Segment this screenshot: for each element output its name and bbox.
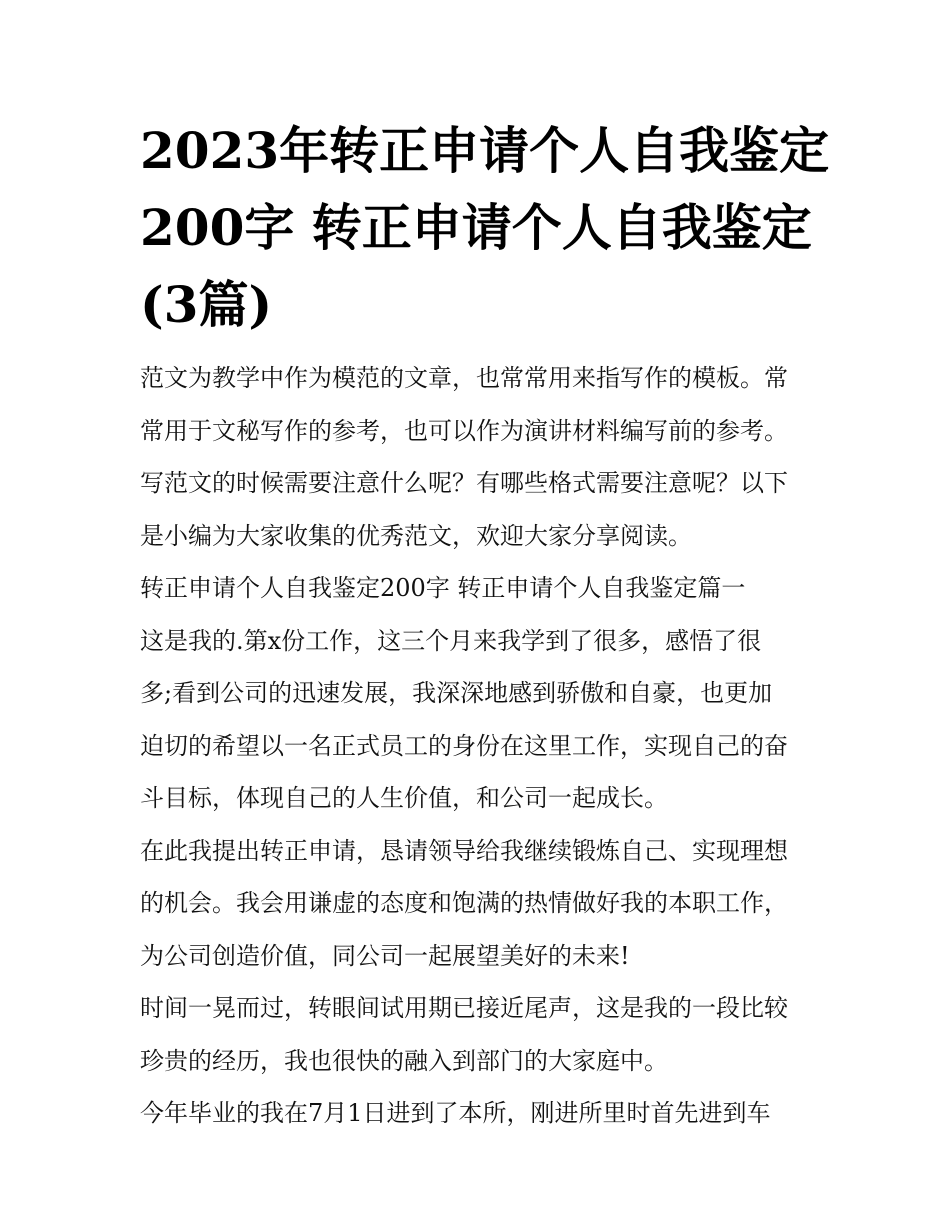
body-line: 时间一晃而过，转眼间试用期已接近尾声，这是我的一段比较 bbox=[140, 994, 788, 1022]
body-line: 为公司创造价值，同公司一起展望美好的未来! bbox=[140, 941, 630, 970]
body-line: 这是我的.第x份工作，这三个月来我学到了很多，感悟了很 bbox=[140, 626, 762, 655]
body-line: 是小编为大家收集的优秀范文，欢迎大家分享阅读。 bbox=[140, 521, 692, 550]
body-line: 范文为教学中作为模范的文章，也常常用来指写作的模板。常 bbox=[140, 364, 788, 392]
body-line: 珍贵的经历，我也很快的融入到部门的大家庭中。 bbox=[140, 1046, 668, 1075]
body-line: 在此我提出转正申请，恳请领导给我继续锻炼自己、实现理想 bbox=[140, 836, 788, 865]
body-line: 斗目标，体现自己的人生价值，和公司一起成长。 bbox=[140, 784, 668, 812]
body-line: 常用于文秘写作的参考，也可以作为演讲材料编写前的参考。 bbox=[140, 416, 788, 445]
body-line: 迫切的希望以一名正式员工的身份在这里工作，实现自己的奋 bbox=[140, 731, 788, 760]
title-line-1: 2023年转正申请个人自我鉴定 bbox=[140, 121, 830, 180]
title-line-3: (3篇) bbox=[140, 275, 273, 334]
section-heading: 转正申请个人自我鉴定200字 转正申请个人自我鉴定篇一 bbox=[140, 574, 746, 602]
body-line: 今年毕业的我在7月1日进到了本所，刚进所里时首先进到车 bbox=[140, 1099, 771, 1127]
body-line: 写范文的时候需要注意什么呢？有哪些格式需要注意呢？以下 bbox=[140, 469, 788, 497]
body-line: 的机会。我会用谦虚的态度和饱满的热情做好我的本职工作， bbox=[140, 889, 788, 917]
title-line-2: 200字 转正申请个人自我鉴定 bbox=[140, 198, 812, 257]
document-title bbox=[140, 112, 830, 343]
document-body bbox=[140, 352, 820, 1140]
body-line: 多;看到公司的迅速发展，我深深地感到骄傲和自豪，也更加 bbox=[140, 679, 773, 707]
